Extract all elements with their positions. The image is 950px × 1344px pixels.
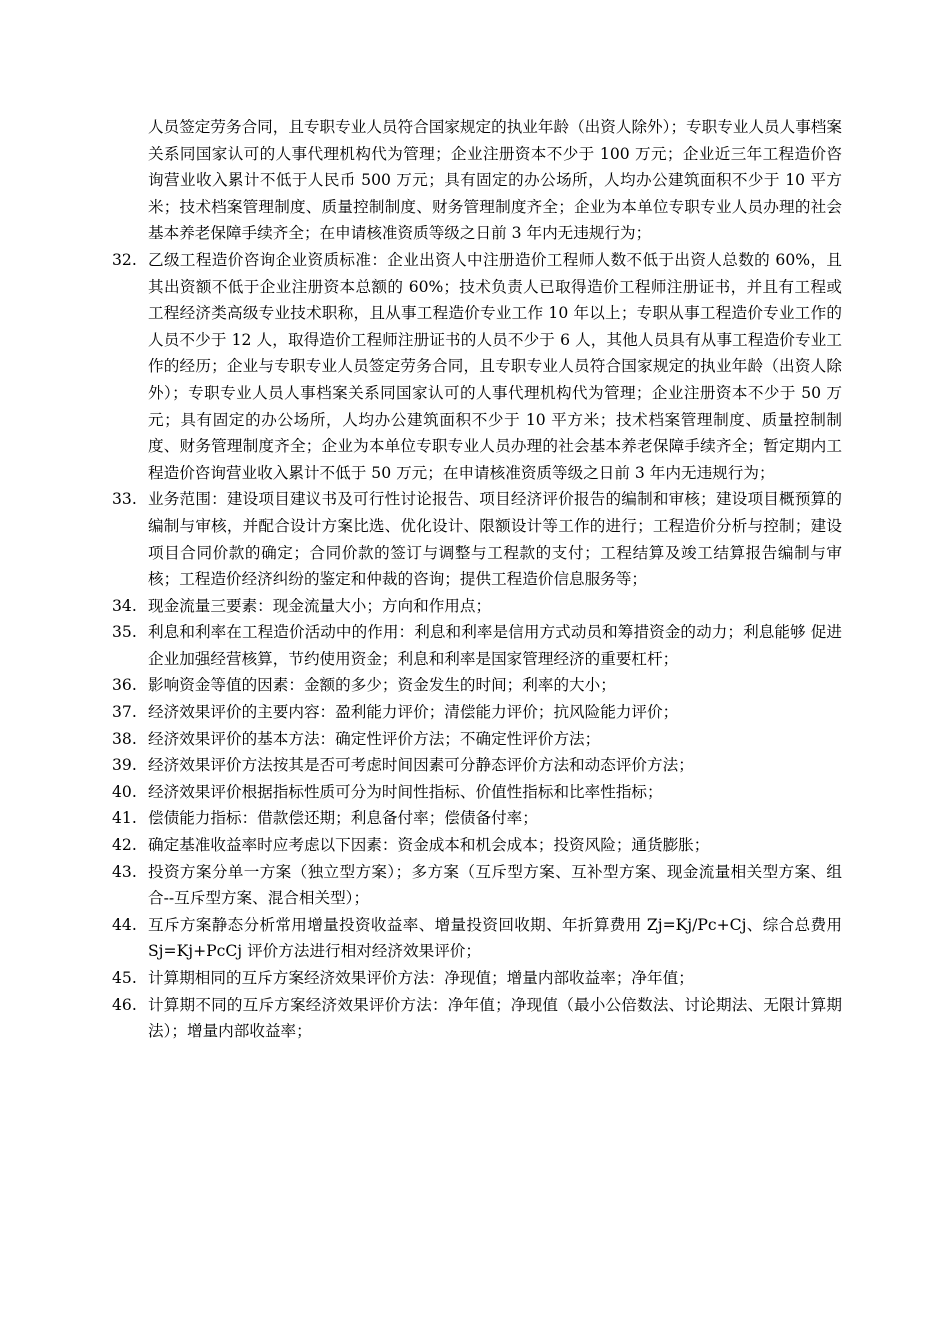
- item-number: 43.: [112, 862, 137, 881]
- item-text: 偿债能力指标：借款偿还期；利息备付率；偿债备付率；: [148, 809, 538, 828]
- item-number: 44.: [112, 915, 137, 934]
- item-number: 36.: [112, 676, 137, 695]
- item-number: 34.: [112, 596, 137, 615]
- item-number: 37.: [112, 703, 137, 722]
- document-body: [112, 114, 842, 1045]
- list-item: [112, 912, 842, 965]
- item-number: 33.: [112, 490, 137, 509]
- list-item: [112, 859, 842, 912]
- item-text: 投资方案分单一方案（独立型方案）；多方案（互斥型方案、互补型方案、现金流量相关型方案、组合--互斥型方案、混合相关型）；: [148, 862, 842, 908]
- item-text: 经济效果评价方法按其是否可考虑时间因素可分静态评价方法和动态评价方法；: [148, 756, 694, 775]
- list-item: [112, 992, 842, 1045]
- item-number: 35.: [112, 623, 137, 642]
- item-text: 计算期相同的互斥方案经济效果评价方法：净现值；增量内部收益率；净年值；: [148, 969, 694, 987]
- item-number: 40.: [112, 782, 137, 801]
- item-number: 41.: [112, 809, 137, 828]
- item-text: 经济效果评价的基本方法：确定性评价方法；不确定性评价方法；: [148, 729, 601, 748]
- item-number: 42.: [112, 836, 137, 855]
- item-number: 46.: [112, 995, 137, 1014]
- item-text: 现金流量三要素：现金流量大小；方向和作用点；: [148, 596, 492, 615]
- list-item: [112, 247, 842, 486]
- list-item: [112, 965, 842, 992]
- item-text: 影响资金等值的因素：金额的多少；资金发生的时间；利率的大小；: [148, 676, 616, 695]
- item-text: 经济效果评价的主要内容：盈利能力评价；清偿能力评价；抗风险能力评价；: [148, 703, 679, 722]
- item-text: 计算期不同的互斥方案经济效果评价方法：净年值；净现值（最小公倍数法、讨论期法、无限计算期法）；增量内部收益率；: [148, 995, 842, 1041]
- item-number: 39.: [112, 756, 137, 775]
- list-item: [112, 593, 842, 620]
- list-item: [112, 832, 842, 859]
- list-item: [112, 619, 842, 672]
- item-text: 业务范围：建设项目建议书及可行性讨论报告、项目经济评价报告的编制和审核；建设项目概预算的编制与审核，并配合设计方案比选、优化设计、限额设计等工作的进行；工程造价分析与控制；建设项目合同价款的确定；合同价款的签订与调整与工程款的支付；工程结算及竣工结算报告编制与审核；工程造价经济纠纷的鉴定和仲裁的咨询；提供工程造价信息服务等；: [148, 490, 842, 589]
- list-item: [112, 805, 842, 832]
- list-item: [112, 699, 842, 726]
- continued-paragraph: 人员签定劳务合同，且专职专业人员符合国家规定的执业年龄（出资人除外）；专职专业人员人事档案关系同国家认可的人事代理机构代为管理；企业注册资本不少于 100 万元；企业近三年工程造价咨询营业收入累计不低于人民币 500 万元；具有固定的办公场所，人均办公建筑面积不少于 10 平方米；技术档案管理制度、质量控制制度、财务管理制度齐全；企业为本单位专职专业人员办理的社会基本养老保障手续齐全；在申请核准资质等级之日前 3 年内无违规行为；: [148, 118, 842, 243]
- item-text: 互斥方案静态分析常用增量投资收益率、增量投资回收期、年折算费用 Zj=Kj/Pc+Cj、综合总费用 Sj=Kj+PcCj 评价方法进行相对经济效果评价；: [148, 915, 842, 961]
- list-item: [112, 726, 842, 753]
- item-text: 乙级工程造价咨询企业资质标准：企业出资人中注册造价工程师人数不低于出资人总数的 60%，且其出资额不低于企业注册资本总额的 60%；技术负责人已取得造价工程师注册证书，并且有工程或工程经济类高级专业技术职称，且从事工程造价专业工作 10 年以上；专职从事工程造价专业工作的人员不少于 12 人，取得造价工程师注册证书的人员不少于 6 人，其他人员具有从事工程造价专业工作的经历；企业与专职专业人员签定劳务合同，且专职专业人员符合国家规定的执业年龄（出资人除外）；专职专业人员人事档案关系同国家认可的人事代理机构代为管理；企业注册资本不少于 50 万元；具有固定的办公场所，人均办公建筑面积不少于 10 平方米；技术档案管理制度、质量控制制度、财务管理制度齐全；企业为本单位专职专业人员办理的社会基本养老保障手续齐全；暂定期内工程造价咨询营业收入累计不低于 50 万元；在申请核准资质等级之日前 3 年内无违规行为；: [148, 250, 842, 482]
- item-number: 32.: [112, 250, 137, 269]
- list-item: [112, 672, 842, 699]
- list-item: [112, 779, 842, 806]
- item-text: 经济效果评价根据指标性质可分为时间性指标、价值性指标和比率性指标；: [148, 782, 663, 801]
- list-item: [112, 486, 842, 592]
- item-text: 利息和利率在工程造价活动中的作用：利息和利率是信用方式动员和筹措资金的动力；利息能够 促进企业加强经营核算，节约使用资金；利息和利率是国家管理经济的重要杠杆；: [148, 623, 842, 668]
- list-item: [112, 752, 842, 779]
- item-text: 确定基准收益率时应考虑以下因素：资金成本和机会成本；投资风险；通货膨胀；: [148, 836, 710, 855]
- item-number: 45.: [112, 969, 137, 987]
- item-number: 38.: [112, 729, 137, 748]
